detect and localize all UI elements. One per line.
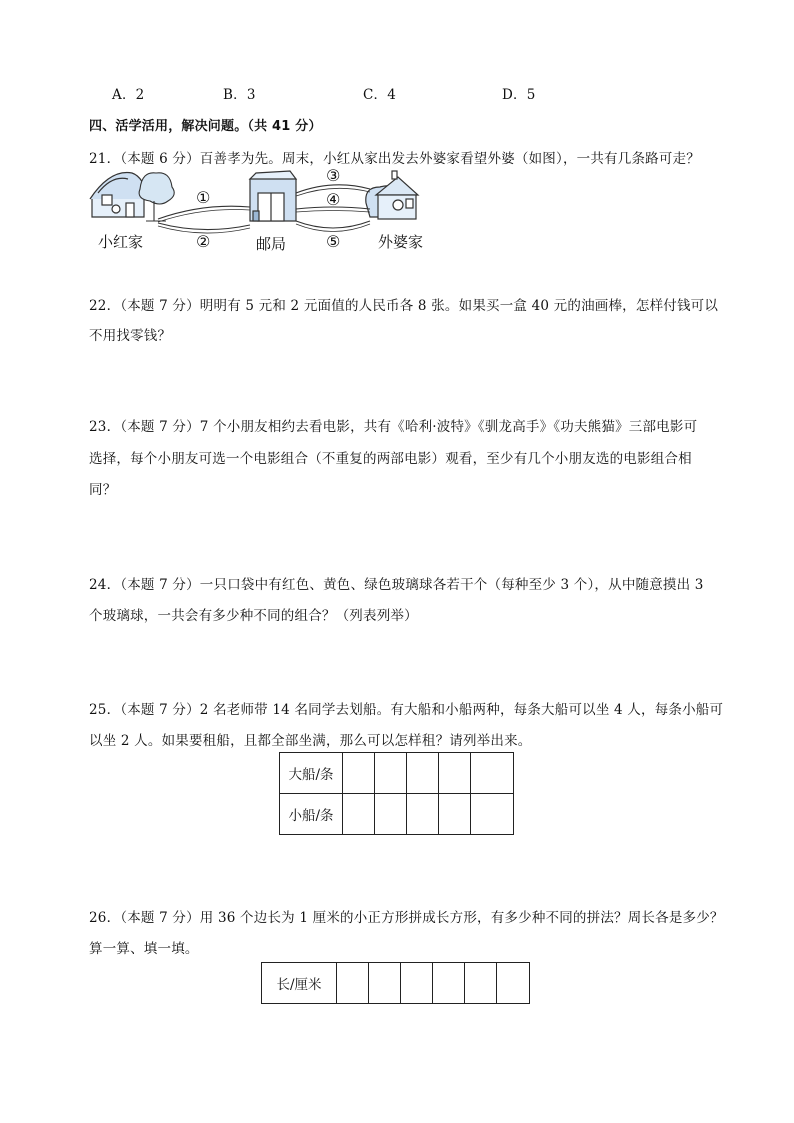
route-1-label: ① [196,188,211,207]
route-5-label: ⑤ [326,232,341,251]
q24-line2: 个玻璃球，一共会有多少种不同的组合？（列表列举） [89,608,418,624]
q21-route-diagram [88,165,433,255]
route-2-path [158,223,250,230]
q25-line1: 25．（本题 7 分）2 名老师带 14 名同学去划船。有大船和小船两种，每条大船可以坐 4 人，每条小船可 [89,702,724,718]
option-c: C．4 [363,87,397,103]
answer-cell[interactable] [343,753,375,794]
table-row [262,963,530,1004]
answer-cell[interactable] [401,963,433,1004]
q21-text: 21．（本题 6 分）百善孝为先。周末，小红从家出发去外婆家看望外婆（如图），一共有几条路可走？ [89,151,700,167]
answer-cell[interactable] [375,753,407,794]
big-boat-row-label: 大船/条 [280,753,343,794]
table-row [280,794,514,835]
q23-line2: 选择，每个小朋友可选一个电影组合（不重复的两部电影）观看，至少有几个小朋友选的电影组合相 [89,451,692,467]
section-title: 四、活学活用，解决问题。（共 41 分） [89,119,322,134]
table-row [280,753,514,794]
q23-line3: 同？ [89,482,117,498]
q24-line1: 24．（本题 7 分）一只口袋中有红色、黄色、绿色玻璃球各若干个（每种至少 3 个），从中随意摸出 3 [89,577,704,593]
post-office-icon [250,171,296,221]
q26-answer-table [261,962,530,1004]
route-4-label: ④ [326,190,341,209]
post-office-label: 邮局 [256,235,287,253]
q25-line2: 以坐 2 人。如果要租船，且都全部坐满，那么可以怎样租？请列举出来。 [89,733,532,749]
answer-cell[interactable] [497,963,530,1004]
answer-cell[interactable] [343,794,375,835]
q22-line2: 不用找零钱？ [89,328,172,344]
option-b: B．3 [223,87,256,103]
q25-answer-table [279,752,514,835]
length-row-label: 长/厘米 [262,963,337,1004]
route-5-path [296,221,370,228]
answer-cell[interactable] [471,794,514,835]
option-a: A．2 [112,87,145,103]
answer-cell[interactable] [471,753,514,794]
route-1-path-inner [158,210,250,223]
answer-cell[interactable] [433,963,465,1004]
small-boat-row-label: 小船/条 [280,794,343,835]
grandma-house-icon [366,171,418,219]
answer-cell[interactable] [439,753,471,794]
route-1-path [158,206,250,219]
grandma-home-label: 外婆家 [378,233,424,251]
route-4-path-inner [296,211,370,213]
answer-cell[interactable] [439,794,471,835]
answer-cell[interactable] [407,753,439,794]
answer-cell[interactable] [465,963,497,1004]
answer-cell[interactable] [337,963,369,1004]
q22-line1: 22．（本题 7 分）明明有 5 元和 2 元面值的人民币各 8 张。如果买一盒 40 元的油画棒，怎样付钱可以 [89,298,719,314]
answer-cell[interactable] [375,794,407,835]
q26-line2: 算一算、填一填。 [89,941,199,957]
home-label: 小红家 [98,233,144,251]
q26-line1: 26．（本题 7 分）用 36 个边长为 1 厘米的小正方形拼成长方形，有多少种不同的拼法？周长各是多少？ [89,910,724,926]
option-d: D．5 [502,87,536,103]
q23-line1: 23．（本题 7 分）7 个小朋友相约去看电影，共有《哈利·波特》《驯龙高手》《功夫熊猫》三部电影可 [89,419,698,435]
route-2-label: ② [196,232,211,251]
answer-cell[interactable] [369,963,401,1004]
answer-cell[interactable] [407,794,439,835]
route-3-label: ③ [326,166,341,185]
